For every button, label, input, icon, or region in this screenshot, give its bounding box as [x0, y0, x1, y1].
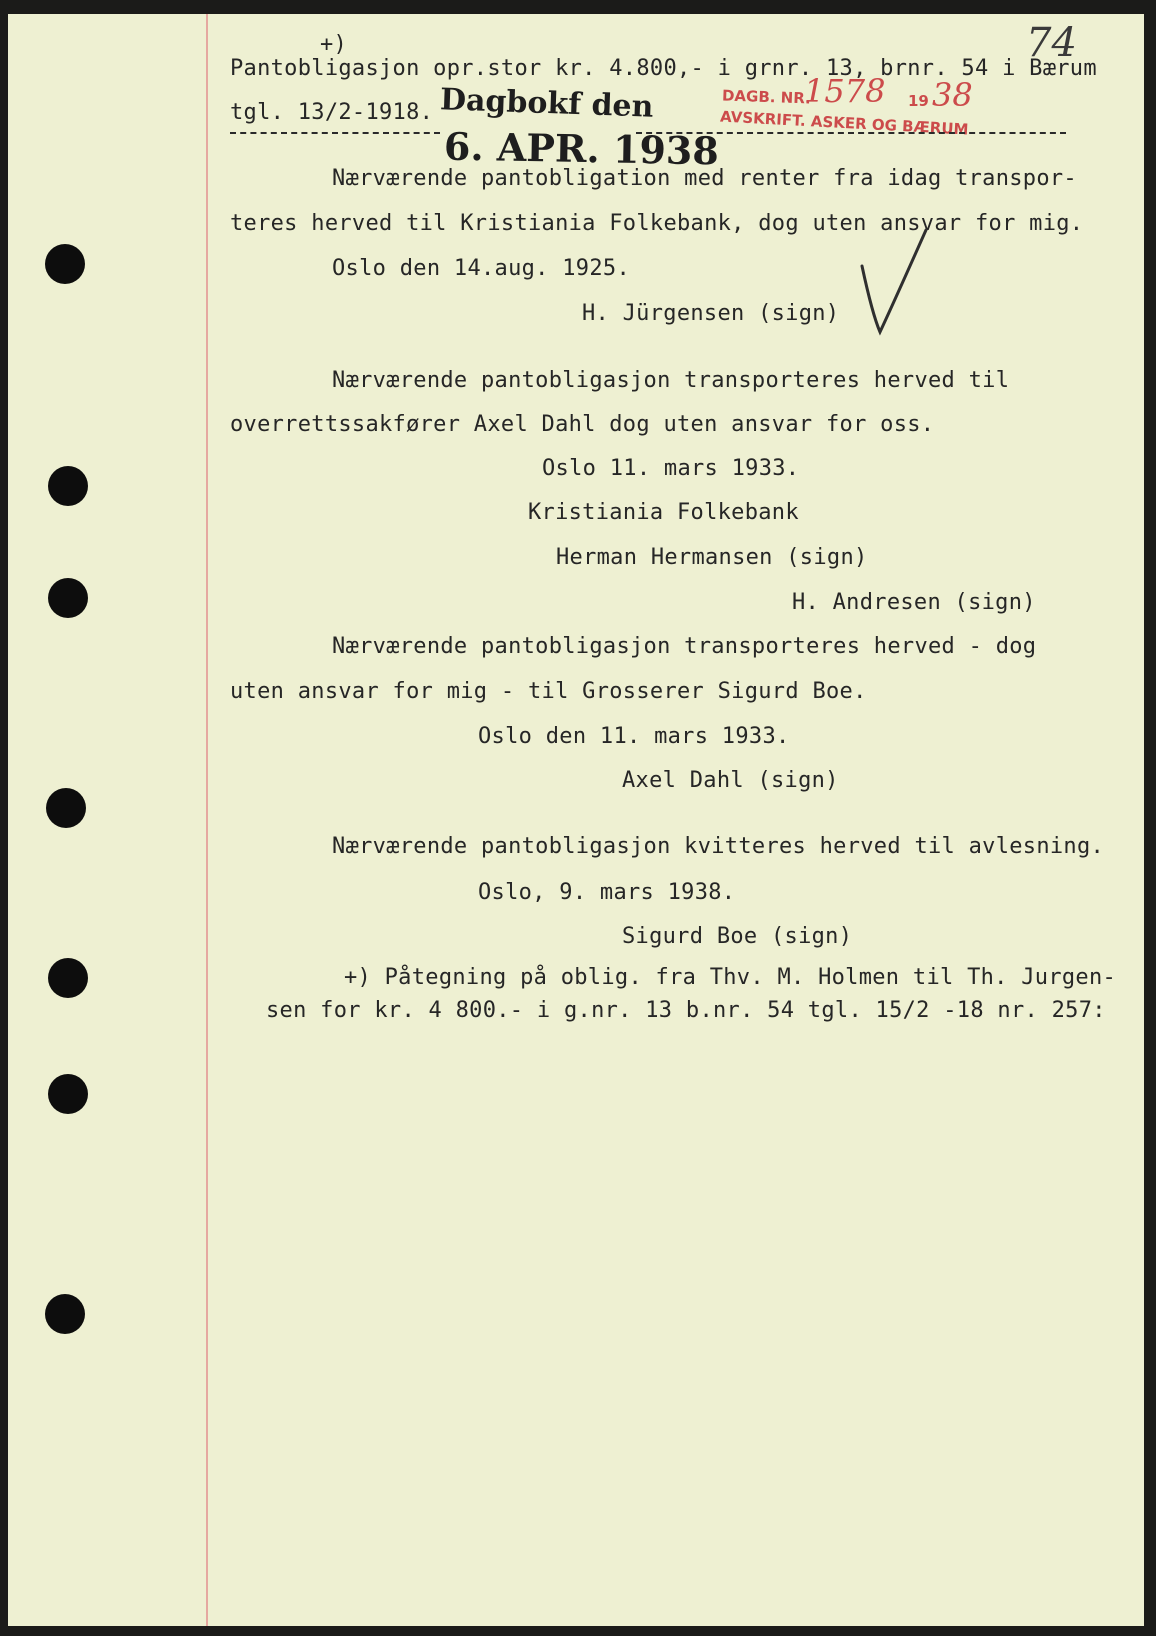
punch-hole-icon	[45, 244, 85, 284]
punch-hole-icon	[48, 578, 88, 618]
signature: Herman Hermansen (sign)	[556, 545, 868, 570]
section-3-place-date: Oslo den 11. mars 1933.	[478, 724, 790, 749]
section-1-place-date: Oslo den 14.aug. 1925.	[332, 256, 630, 281]
received-stamp-date: 6. APR. 1938	[443, 123, 720, 174]
punch-hole-icon	[46, 788, 86, 828]
punch-hole-icon	[48, 958, 88, 998]
footnote-line: sen for kr. 4 800.- i g.nr. 13 b.nr. 54 tgl. 15/2 -18 nr. 257:	[266, 998, 1106, 1023]
section-4-place-date: Oslo, 9. mars 1938.	[478, 880, 736, 905]
signature: H. Andresen (sign)	[792, 590, 1036, 615]
header-line-1: Pantobligasjon opr.stor kr. 4.800,- i grnr. 13, brnr. 54 i Bærum	[230, 56, 1097, 81]
signature: Kristiania Folkebank	[528, 500, 799, 525]
section-3-line: uten ansvar for mig - til Grosserer Sigurd Boe.	[230, 679, 867, 704]
header-rule	[636, 132, 1066, 134]
punch-hole-icon	[48, 466, 88, 506]
header-rule	[230, 132, 440, 134]
page-number: 74	[1026, 20, 1077, 66]
punch-hole-icon	[45, 1294, 85, 1334]
registry-stamp-label: DAGB. NR.	[721, 86, 812, 108]
registry-stamp-office: AVSKRIFT. ASKER OG BÆRUM	[719, 107, 969, 139]
footnote-marker: +)	[320, 32, 348, 57]
section-1-line: Nærværende pantobligation med renter fra idag transpor-	[332, 166, 1077, 191]
signature: Axel Dahl (sign)	[622, 768, 839, 793]
header-line-2: tgl. 13/2-1918.	[230, 100, 434, 125]
section-2-line: overrettssakfører Axel Dahl dog uten ansvar for oss.	[230, 412, 935, 437]
section-4-line: Nærværende pantobligasjon kvitteres herved til avlesning.	[332, 834, 1105, 859]
registry-stamp-year-prefix: 19	[908, 92, 929, 110]
section-2-line: Nærværende pantobligasjon transporteres herved til	[332, 368, 1010, 393]
checkmark-icon	[854, 226, 934, 338]
registry-stamp-number: 1578	[804, 72, 886, 110]
received-stamp-label: Dagbokf den	[439, 82, 654, 125]
signature: H. Jürgensen (sign)	[582, 301, 840, 326]
punch-hole-icon	[48, 1074, 88, 1114]
registry-stamp-year: 38	[932, 76, 973, 114]
document-page	[8, 14, 1144, 1626]
section-2-place-date: Oslo 11. mars 1933.	[542, 456, 800, 481]
section-1-line: teres herved til Kristiania Folkebank, dog uten ansvar for mig.	[230, 211, 1084, 236]
signature: Sigurd Boe (sign)	[622, 924, 853, 949]
section-3-line: Nærværende pantobligasjon transporteres herved - dog	[332, 634, 1037, 659]
margin-line	[206, 14, 208, 1626]
footnote-line: +) Påtegning på oblig. fra Thv. M. Holmen til Th. Jurgen-	[344, 965, 1117, 990]
